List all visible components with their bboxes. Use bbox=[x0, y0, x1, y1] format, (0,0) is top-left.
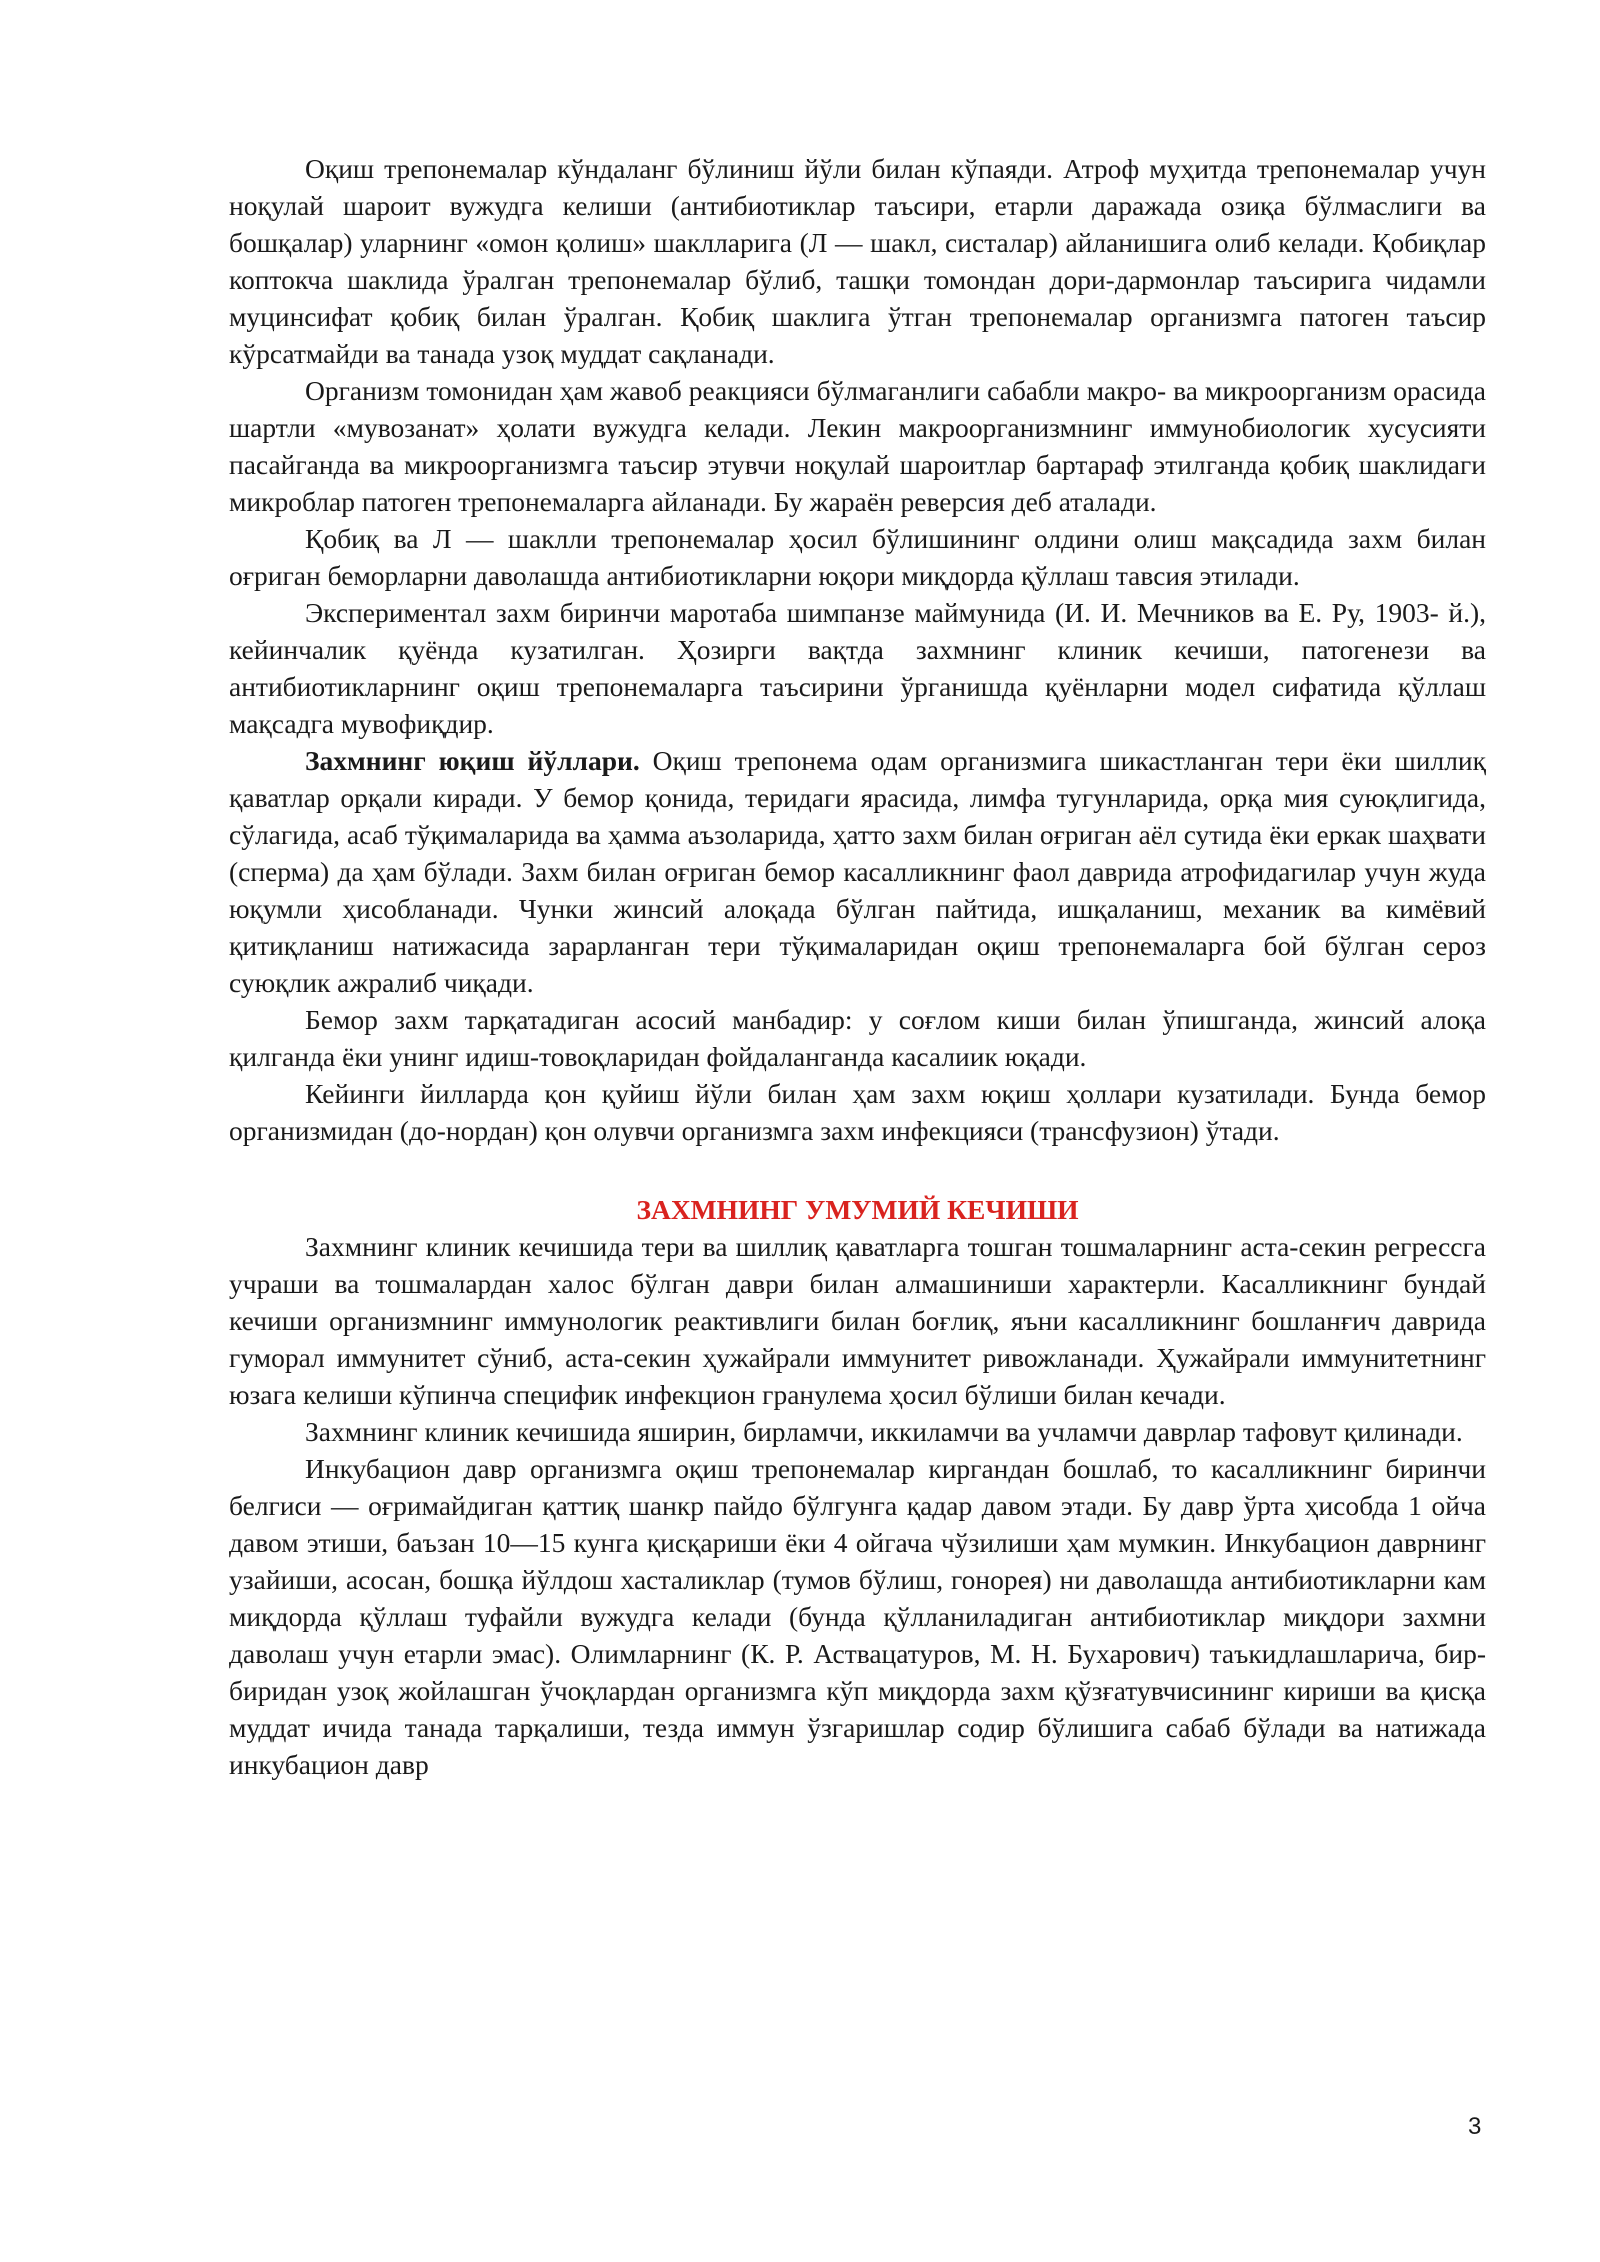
document-body bbox=[229, 150, 1486, 1783]
paragraph-incubation: Инкубацион давр организмга оқиш трепонемалар киргандан бошлаб, то касалликнинг биринчи белгиси — оғримайдиган қаттиқ шанкр пайдо бўлгунга қадар давом этади. Бу давр ўрта ҳисобда 1 ойча давом этиши, баъзан 10—15 кунга қисқариши ёки 4 ойгача чўзилиши ҳам мумкин. Инкубацион даврнинг узайиши, асосан, бошқа йўлдош хасталиклар (тумов бўлиш, гонорея) ни даволашда антибиотикларни кам миқдорда қўллаш туфайли вужудга келади (бунда қўлланиладиган антибиотиклар миқдори захмни даволаш учун етарли эмас). Олимларнинг (К. Р. Аствацатуров, М. Н. Бухарович) таъкидлашларича, бир-биридан узоқ жойлашган ўчоқлардан организмга кўп миқдорда захм қўзғатувчисининг кириши ва қисқа муддат ичида танада тарқалиши, тезда иммун ўзгаришлар содир бўлишига сабаб бўлади ва натижада инкубацион давр bbox=[229, 1453, 1486, 1780]
transmission-heading: Захмнинг юқиш йўллари. bbox=[305, 745, 640, 776]
paragraph-transfusion: Кейинги йилларда қон қуйиш йўли билан ҳам захм юқиш ҳоллари кузатилади. Бунда бемор организмидан (до-нордан) қон олувчи организмга захм инфекцияси (трансфузион) ўтади. bbox=[229, 1078, 1486, 1146]
page-number: 3 bbox=[1468, 2113, 1482, 2140]
paragraph-reproduction: Оқиш трепонемалар кўндаланг бўлиниш йўли билан кўпаяди. Атроф муҳитда трепонемалар учун ноқулай шароит вужудга келиши (антибиотиклар таъсири, етарли даражада озиқа бўлмаслиги ва бошқалар) уларнинг «омон қолиш» шаклларига (Л — шакл, систалар) айланишига олиб келади. Қобиқлар коптокча шаклида ўралган трепонемалар бўлиб, ташқи томондан дори-дармонлар таъсирига чидамли муцинсифат қобиқ билан ўралган. Қобиқ шаклига ўтган трепонемалар организмга патоген таъсир кўрсатмайди ва танада узоқ муддат сақланади. bbox=[229, 153, 1486, 369]
paragraph-source: Бемор захм тарқатадиган асосий манбадир: у соғлом киши билан ўпишганда, жинсий алоқа қилганда ёки унинг идиш-товоқларидан фойдаланганда касалиик юқади. bbox=[229, 1004, 1486, 1072]
paragraph-transmission bbox=[229, 742, 1486, 1001]
paragraph-prevention: Қобиқ ва Л — шаклли трепонемалар ҳосил бўлишининг олдини олиш мақсадида захм билан оғриган беморларни даволашда антибиотикларни юқори миқдорда қўллаш тавсия этилади. bbox=[229, 523, 1486, 591]
paragraph-periods: Захмнинг клиник кечишида яширин, бирламчи, иккиламчи ва учламчи даврлар тафовут қилинади. bbox=[305, 1416, 1463, 1447]
section-heading: ЗАХМНИНГ УМУМИЙ КЕЧИШИ bbox=[636, 1194, 1079, 1225]
transmission-text: Оқиш трепонема одам организмига шикастланган тери ёки шиллиқ қаватлар орқали киради. У бемор қонида, теридаги ярасида, лимфа тугунларида, орқа мия суюқлигида, сўлагида, асаб тўқималарида ва ҳамма аъзоларида, ҳатто захм билан оғриган аёл сутида ёки еркак шаҳвати (сперма) да ҳам бўлади. Захм билан оғриган бемор касалликнинг фаол даврида атрофидагилар учун жуда юқумли ҳисобланади. Чунки жинсий алоқада бўлган пайтида, ишқаланиш, механик ва кимёвий қитиқланиш натижасида зарарланган тери тўқималаридан оқиш трепонемаларга бой бўлган сероз суюқлик ажралиб чиқади. bbox=[229, 745, 1486, 998]
paragraph-equilibrium: Организм томонидан ҳам жавоб реакцияси бўлмаганлиги сабабли макро- ва микроорганизм орасида шартли «мувозанат» ҳолати вужудга келади. Лекин макроорганизмнинг иммунобиологик хусусияти пасайганда ва микроорганизмга таъсир этувчи ноқулай шароитлар бартараф этилганда қобиқ шаклидаги микроблар патоген трепонемаларга айланади. Бу жараён реверсия деб аталади. bbox=[229, 375, 1486, 517]
paragraph-clinical-course: Захмнинг клиник кечишида тери ва шиллиқ қаватларга тошган тошмаларнинг аста-секин регрессга учраши ва тошмалардан халос бўлган даври билан алмашиниши характерли. Касалликнинг бундай кечиши организмнинг иммунологик реактивлиги билан боғлиқ, яъни касалликнинг бошланғич даврида гуморал иммунитет сўниб, аста-секин ҳужайрали иммунитет ривожланади. Ҳужайрали иммунитетнинг юзага келиши кўпинча специфик инфекцион гранулема ҳосил бўлиши билан кечади. bbox=[229, 1231, 1486, 1410]
paragraph-experimental: Экспериментал захм биринчи маротаба шимпанзе маймунида (И. И. Мечников ва Е. Ру, 1903- й.), кейинчалик қуёнда кузатилган. Ҳозирги вақтда захмнинг клиник кечиши, патогенези ва антибиотикларнинг оқиш трепонемаларга таъсирини ўрганишда қуёнларни модел сифатида қўллаш мақсадга мувофиқдир. bbox=[229, 597, 1486, 739]
